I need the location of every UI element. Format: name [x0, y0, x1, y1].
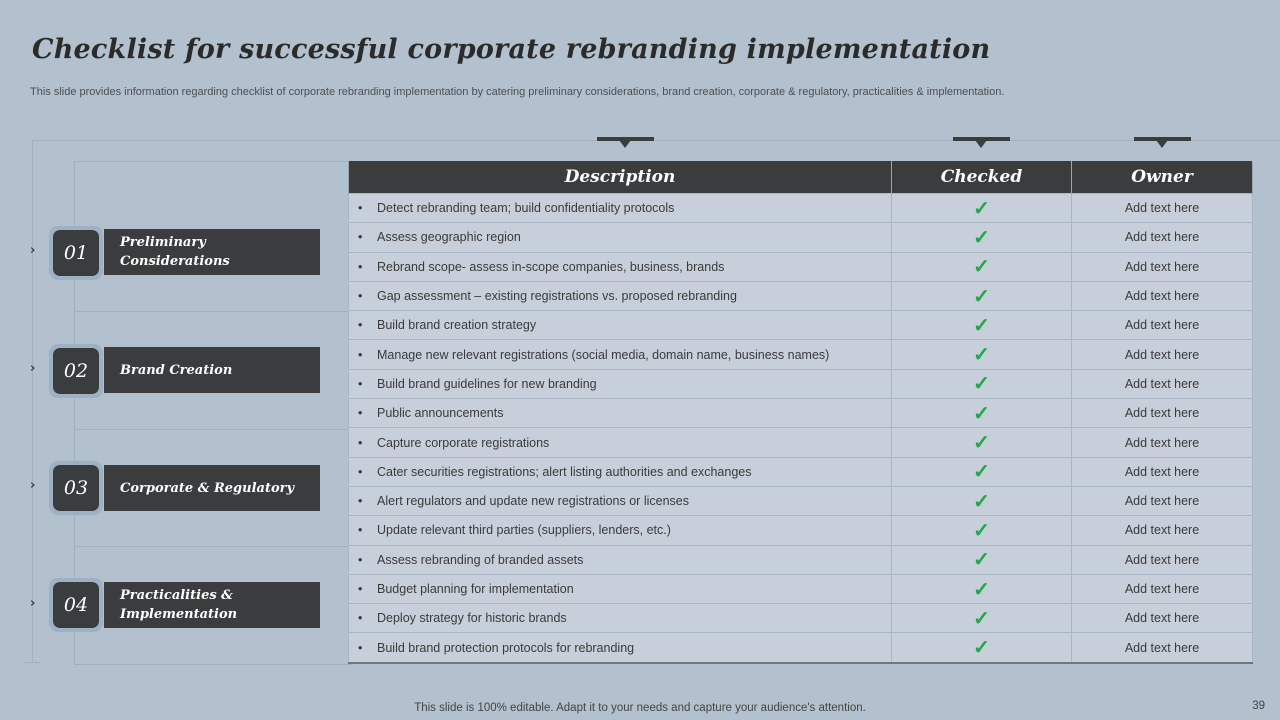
row-owner[interactable]: Add text here	[1072, 545, 1253, 574]
category-number-badge	[49, 344, 103, 398]
checkmark-icon: ✓	[973, 344, 990, 367]
row-owner[interactable]: Add text here	[1072, 633, 1253, 663]
checklist-table	[348, 161, 1253, 664]
checkmark-icon: ✓	[973, 432, 990, 455]
description-text: Build brand guidelines for new branding	[377, 376, 597, 391]
row-checked	[892, 311, 1072, 340]
bullet-icon: •	[358, 259, 363, 274]
footer-note: This slide is 100% editable. Adapt it to your needs and capture your audience's attention.	[414, 702, 866, 714]
checkmark-icon: ✓	[973, 519, 990, 542]
checkmark-icon: ✓	[973, 461, 990, 484]
bullet-icon: •	[358, 640, 363, 655]
table-row	[349, 252, 1253, 281]
table-header-row	[349, 161, 1253, 194]
checkmark-icon: ✓	[973, 490, 990, 513]
row-checked	[892, 486, 1072, 515]
bullet-icon: •	[358, 435, 363, 450]
category-number: 04	[53, 582, 99, 628]
row-checked	[892, 545, 1072, 574]
row-owner[interactable]: Add text here	[1072, 369, 1253, 398]
checkmark-icon: ✓	[973, 197, 990, 220]
row-owner[interactable]: Add text here	[1072, 311, 1253, 340]
table-row	[349, 399, 1253, 428]
category-label-text: Practicalities & Implementation	[120, 588, 238, 622]
row-checked	[892, 399, 1072, 428]
frame-line	[32, 140, 1280, 141]
description-text: Rebrand scope- assess in-scope companies, business, brands	[377, 259, 725, 274]
checkmark-icon: ✓	[973, 607, 990, 630]
table-row	[349, 604, 1253, 633]
marker-triangle-icon	[619, 140, 631, 148]
description-text: Budget planning for implementation	[377, 582, 574, 596]
category-label	[104, 229, 320, 275]
description-text: Public announcements	[377, 406, 504, 421]
category-label	[104, 347, 320, 393]
bullet-icon: •	[358, 611, 363, 626]
row-description	[349, 545, 892, 574]
bullet-icon: •	[358, 582, 363, 596]
description-text: Build brand creation strategy	[377, 318, 537, 333]
category-number: 01	[53, 230, 99, 276]
checkmark-icon: ✓	[973, 314, 990, 337]
frame-line	[24, 662, 40, 663]
category-label	[104, 582, 320, 628]
row-description	[349, 369, 892, 398]
row-description	[349, 574, 892, 603]
row-description	[349, 428, 892, 457]
checkmark-icon: ✓	[973, 285, 990, 308]
row-owner[interactable]: Add text here	[1072, 252, 1253, 281]
row-checked	[892, 252, 1072, 281]
table-row	[349, 545, 1253, 574]
table-row	[349, 457, 1253, 486]
category-divider	[74, 429, 349, 430]
description-text: Capture corporate registrations	[377, 435, 550, 450]
slide-subtitle: This slide provides information regarding checklist of corporate rebranding implementation by catering preliminary considerations, brand creation, corporate & regulatory, practicalities & implementation.	[30, 86, 1005, 98]
description-text: Build brand protection protocols for rebranding	[377, 640, 635, 655]
table-row	[349, 369, 1253, 398]
row-description	[349, 399, 892, 428]
category-number-badge	[49, 461, 103, 515]
bullet-icon: •	[358, 230, 363, 245]
row-checked	[892, 281, 1072, 310]
row-description	[349, 486, 892, 515]
row-checked	[892, 194, 1072, 223]
table-row	[349, 633, 1253, 663]
bullet-icon: •	[358, 289, 363, 304]
category-divider	[74, 546, 349, 547]
bullet-icon: •	[358, 406, 363, 421]
row-description	[349, 281, 892, 310]
category-number: 03	[53, 465, 99, 511]
table-row	[349, 574, 1253, 603]
table-row	[349, 428, 1253, 457]
slide-title: Checklist for successful corporate rebranding implementation	[32, 34, 991, 65]
row-description	[349, 516, 892, 545]
row-description	[349, 223, 892, 252]
marker-triangle-icon	[975, 140, 987, 148]
row-description	[349, 633, 892, 663]
bullet-icon: •	[358, 464, 363, 479]
description-text: Assess rebranding of branded assets	[377, 552, 584, 567]
column-header-checked: Checked	[892, 161, 1072, 194]
category-number: 02	[53, 348, 99, 394]
row-owner[interactable]: Add text here	[1072, 428, 1253, 457]
checkmark-icon: ✓	[973, 256, 990, 279]
checkmark-icon: ✓	[973, 226, 990, 249]
frame-line	[30, 140, 36, 662]
row-checked	[892, 428, 1072, 457]
description-text: Cater securities registrations; alert listing authorities and exchanges	[377, 464, 752, 479]
row-description	[349, 340, 892, 369]
table-row	[349, 516, 1253, 545]
row-checked	[892, 223, 1072, 252]
marker-triangle-icon	[1156, 140, 1168, 148]
row-checked	[892, 516, 1072, 545]
bullet-icon: •	[358, 201, 363, 216]
table-row	[349, 194, 1253, 223]
category-divider	[74, 311, 349, 312]
category-number-badge	[49, 226, 103, 280]
category-label-text: Preliminary Considerations	[120, 235, 230, 269]
checkmark-icon: ✓	[973, 637, 990, 660]
table-row	[349, 281, 1253, 310]
checkmark-icon: ✓	[973, 402, 990, 425]
row-checked	[892, 340, 1072, 369]
bullet-icon: •	[358, 347, 363, 362]
table-row	[349, 486, 1253, 515]
row-owner[interactable]: Add text here	[1072, 486, 1253, 515]
checkmark-icon: ✓	[973, 549, 990, 572]
description-text: Detect rebranding team; build confidentiality protocols	[377, 201, 675, 216]
row-checked	[892, 574, 1072, 603]
row-checked	[892, 604, 1072, 633]
row-description	[349, 252, 892, 281]
row-owner[interactable]: Add text here	[1072, 340, 1253, 369]
row-description	[349, 604, 892, 633]
description-text: Gap assessment – existing registrations vs. proposed rebranding	[377, 289, 737, 304]
bullet-icon: •	[358, 523, 363, 538]
row-description	[349, 194, 892, 223]
category-label-text: Corporate & Regulatory	[120, 480, 295, 496]
row-owner[interactable]: Add text here	[1072, 604, 1253, 633]
checkmark-icon: ✓	[973, 373, 990, 396]
column-header-owner: Owner	[1072, 161, 1253, 194]
chevron-right-icon: ›	[30, 596, 36, 611]
row-owner[interactable]: Add text here	[1072, 516, 1253, 545]
description-text: Deploy strategy for historic brands	[377, 611, 567, 626]
row-checked	[892, 633, 1072, 663]
row-owner[interactable]: Add text here	[1072, 457, 1253, 486]
row-owner[interactable]: Add text here	[1072, 281, 1253, 310]
page-number: 39	[1252, 700, 1265, 712]
description-text: Alert regulators and update new registrations or licenses	[377, 494, 689, 509]
bullet-icon: •	[358, 318, 363, 333]
description-text: Update relevant third parties (suppliers, lenders, etc.)	[377, 523, 671, 538]
row-description	[349, 311, 892, 340]
row-checked	[892, 369, 1072, 398]
bullet-icon: •	[358, 552, 363, 567]
chevron-right-icon: ›	[30, 243, 36, 258]
row-owner[interactable]: Add text here	[1072, 194, 1253, 223]
bullet-icon: •	[358, 376, 363, 391]
table-row	[349, 223, 1253, 252]
bullet-icon: •	[358, 494, 363, 509]
row-owner[interactable]: Add text here	[1072, 574, 1253, 603]
row-checked	[892, 457, 1072, 486]
row-description	[349, 457, 892, 486]
table-row	[349, 311, 1253, 340]
category-label-text: Brand Creation	[120, 362, 233, 378]
category-label	[104, 465, 320, 511]
category-number-badge	[49, 578, 103, 632]
table-row	[349, 340, 1253, 369]
description-text: Assess geographic region	[377, 230, 521, 245]
chevron-right-icon: ›	[30, 478, 36, 493]
description-text: Manage new relevant registrations (social media, domain name, business names)	[377, 347, 830, 362]
checkmark-icon: ✓	[973, 578, 990, 601]
column-header-description: Description	[349, 161, 892, 194]
chevron-right-icon: ›	[30, 361, 36, 376]
row-owner[interactable]: Add text here	[1072, 399, 1253, 428]
row-owner[interactable]: Add text here	[1072, 223, 1253, 252]
